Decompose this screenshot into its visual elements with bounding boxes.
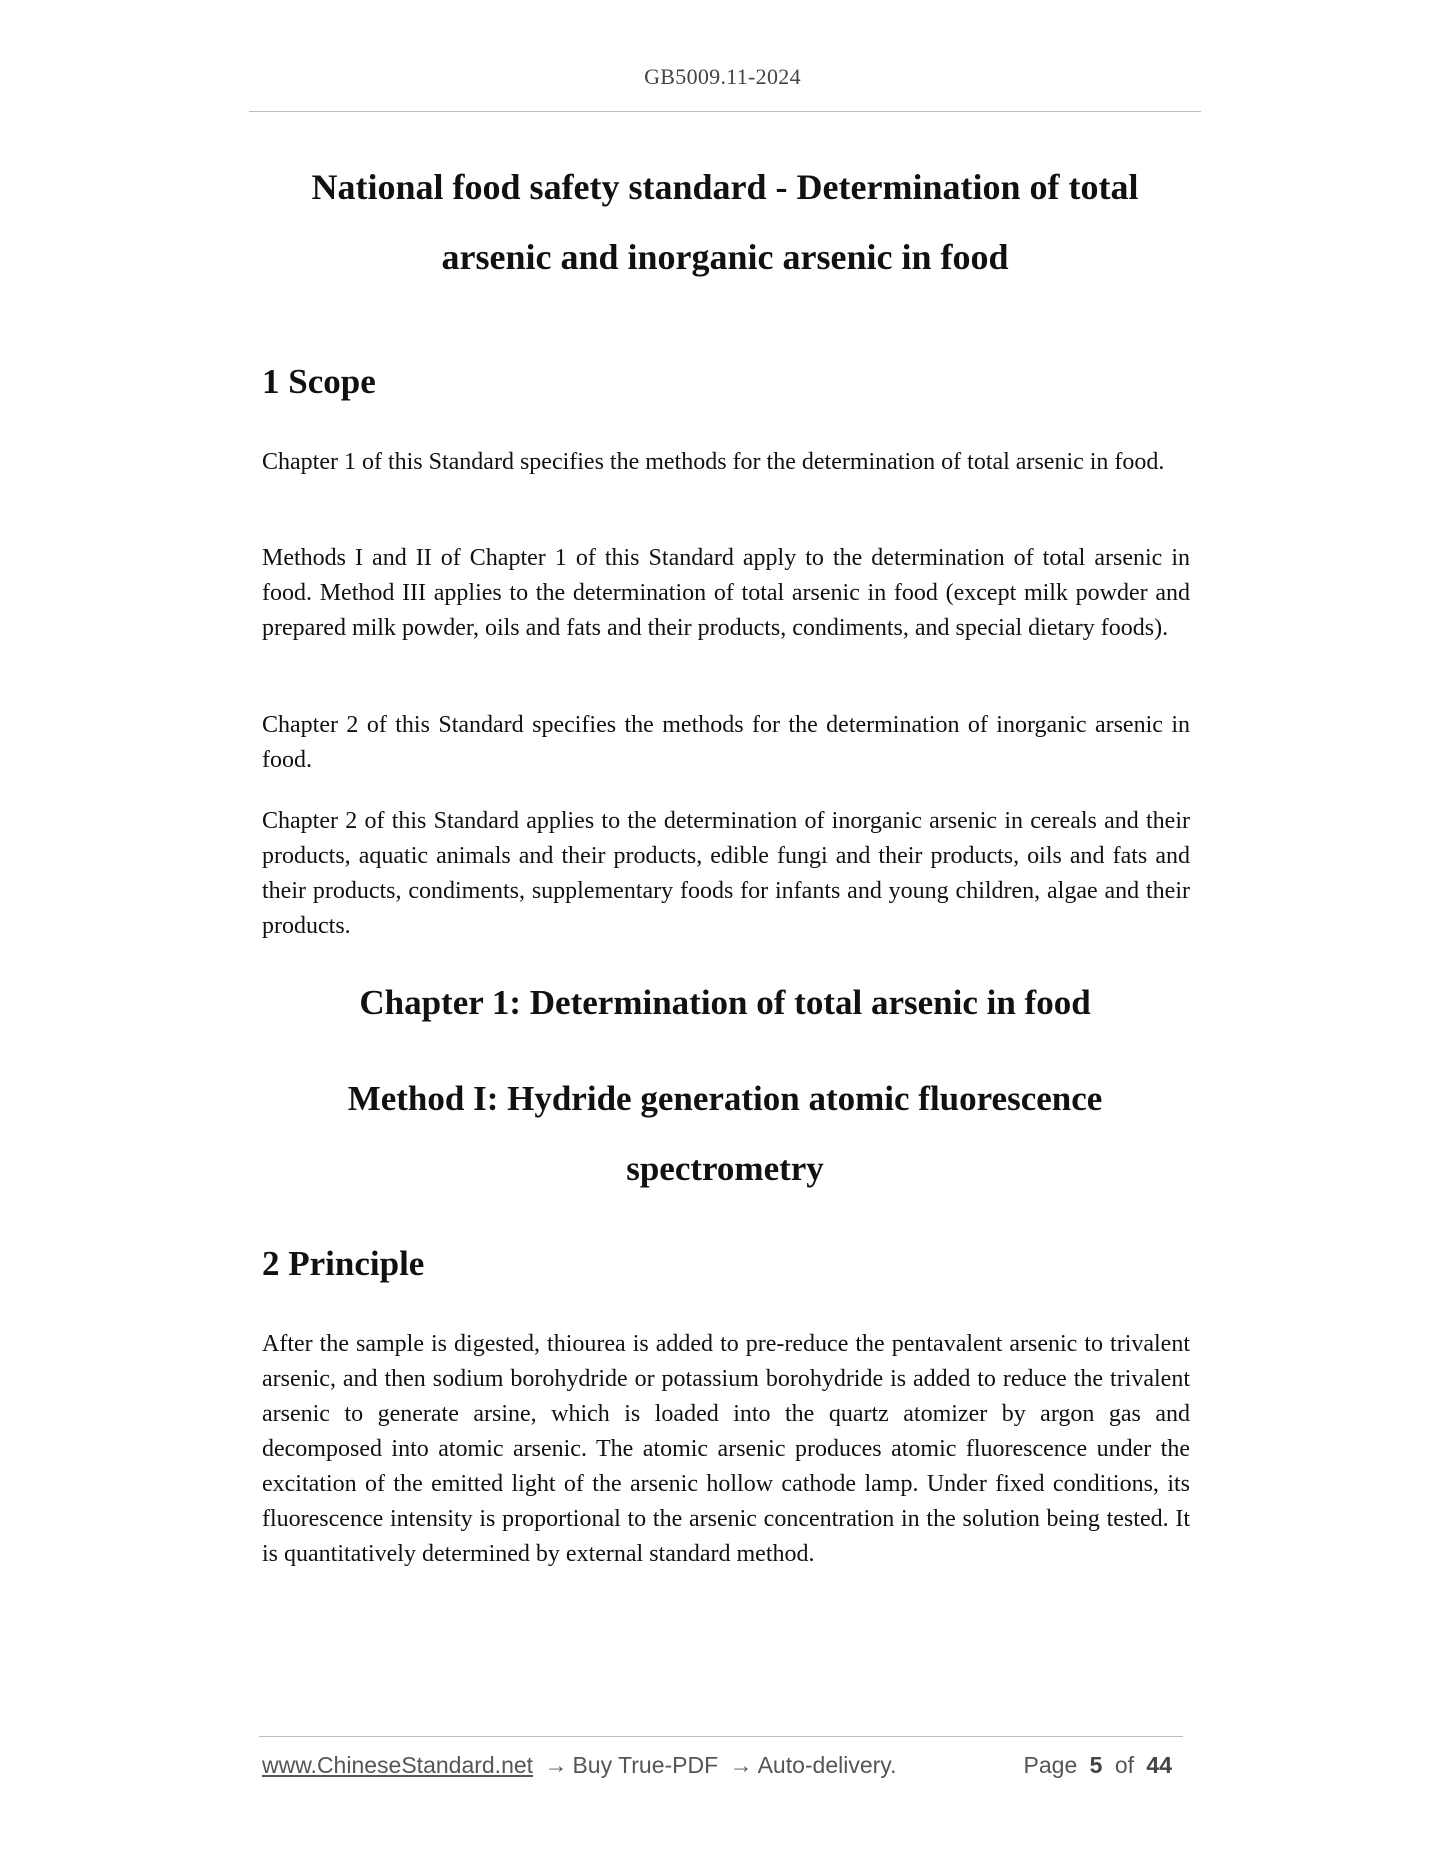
total-pages-number: 44 — [1146, 1752, 1172, 1778]
method-1-heading — [249, 1064, 1201, 1204]
method-1-title-line-1: Method I: Hydride generation atomic fluorescence — [347, 1079, 1103, 1118]
page-indicator — [1024, 1752, 1178, 1779]
chapter-1-title: Chapter 1: Determination of total arsenic in food — [359, 983, 1091, 1022]
website-link[interactable]: www.ChineseStandard.net — [262, 1752, 534, 1778]
arrow-right-icon: → — [544, 1752, 568, 1778]
buy-true-pdf-text: Buy True-PDF — [572, 1752, 719, 1778]
chapter-1-heading — [249, 968, 1201, 1038]
principle-heading: 2 Principle — [262, 1244, 425, 1283]
document-title-line-2: arsenic and inorganic arsenic in food — [441, 237, 1009, 277]
arrow-right-icon: → — [729, 1752, 753, 1778]
principle-paragraph: After the sample is digested, thiourea is added to pre-reduce the pentavalent arsenic to trivalent arsenic, and then sodium borohydride or potassium borohydride is added to reduce the trivalent arsenic to generate arsine, which is loaded into the quartz atomizer by argon gas and decomposed into atomic arsenic. The atomic arsenic produces atomic fluorescence under the excitation of the emitted light of the arsenic hollow cathode lamp. Under fixed conditions, its fluorescence intensity is proportional to the arsenic concentration in the solution being tested. It is quantitatively determined by external standard method. — [262, 1331, 1190, 1567]
standard-code: GB5009.11-2024 — [644, 64, 801, 89]
scope-paragraph-2: Methods I and II of Chapter 1 of this Standard apply to the determination of total arsenic in food. Method III applies to the determination of total arsenic in food (except milk powder and prepared milk powder, oils and fats and their products, condiments, and special dietary foods). — [262, 545, 1190, 641]
of-label: of — [1114, 1752, 1135, 1778]
document-header — [0, 64, 1445, 90]
document-title — [249, 152, 1201, 292]
document-title-line-1: National food safety standard - Determination of total — [311, 167, 1139, 207]
footer-promo — [262, 1752, 896, 1779]
current-page-number: 5 — [1089, 1752, 1103, 1778]
header-divider — [249, 111, 1201, 112]
scope-paragraph-3: Chapter 2 of this Standard specifies the methods for the determination of inorganic arsenic in food. — [262, 712, 1190, 773]
scope-heading: 1 Scope — [262, 362, 376, 401]
scope-paragraph-1: Chapter 1 of this Standard specifies the methods for the determination of total arsenic in food. — [262, 449, 1165, 475]
footer-divider — [259, 1736, 1183, 1737]
scope-paragraph-4: Chapter 2 of this Standard applies to the determination of inorganic arsenic in cereals and their products, aquatic animals and their products, edible fungi and their products, oils and fats and their products, condiments, supplementary foods for infants and young children, algae and their products. — [262, 808, 1190, 939]
method-1-title-line-2: spectrometry — [626, 1149, 824, 1188]
page-label: Page — [1023, 1752, 1078, 1778]
auto-delivery-text: Auto-delivery. — [757, 1752, 897, 1778]
